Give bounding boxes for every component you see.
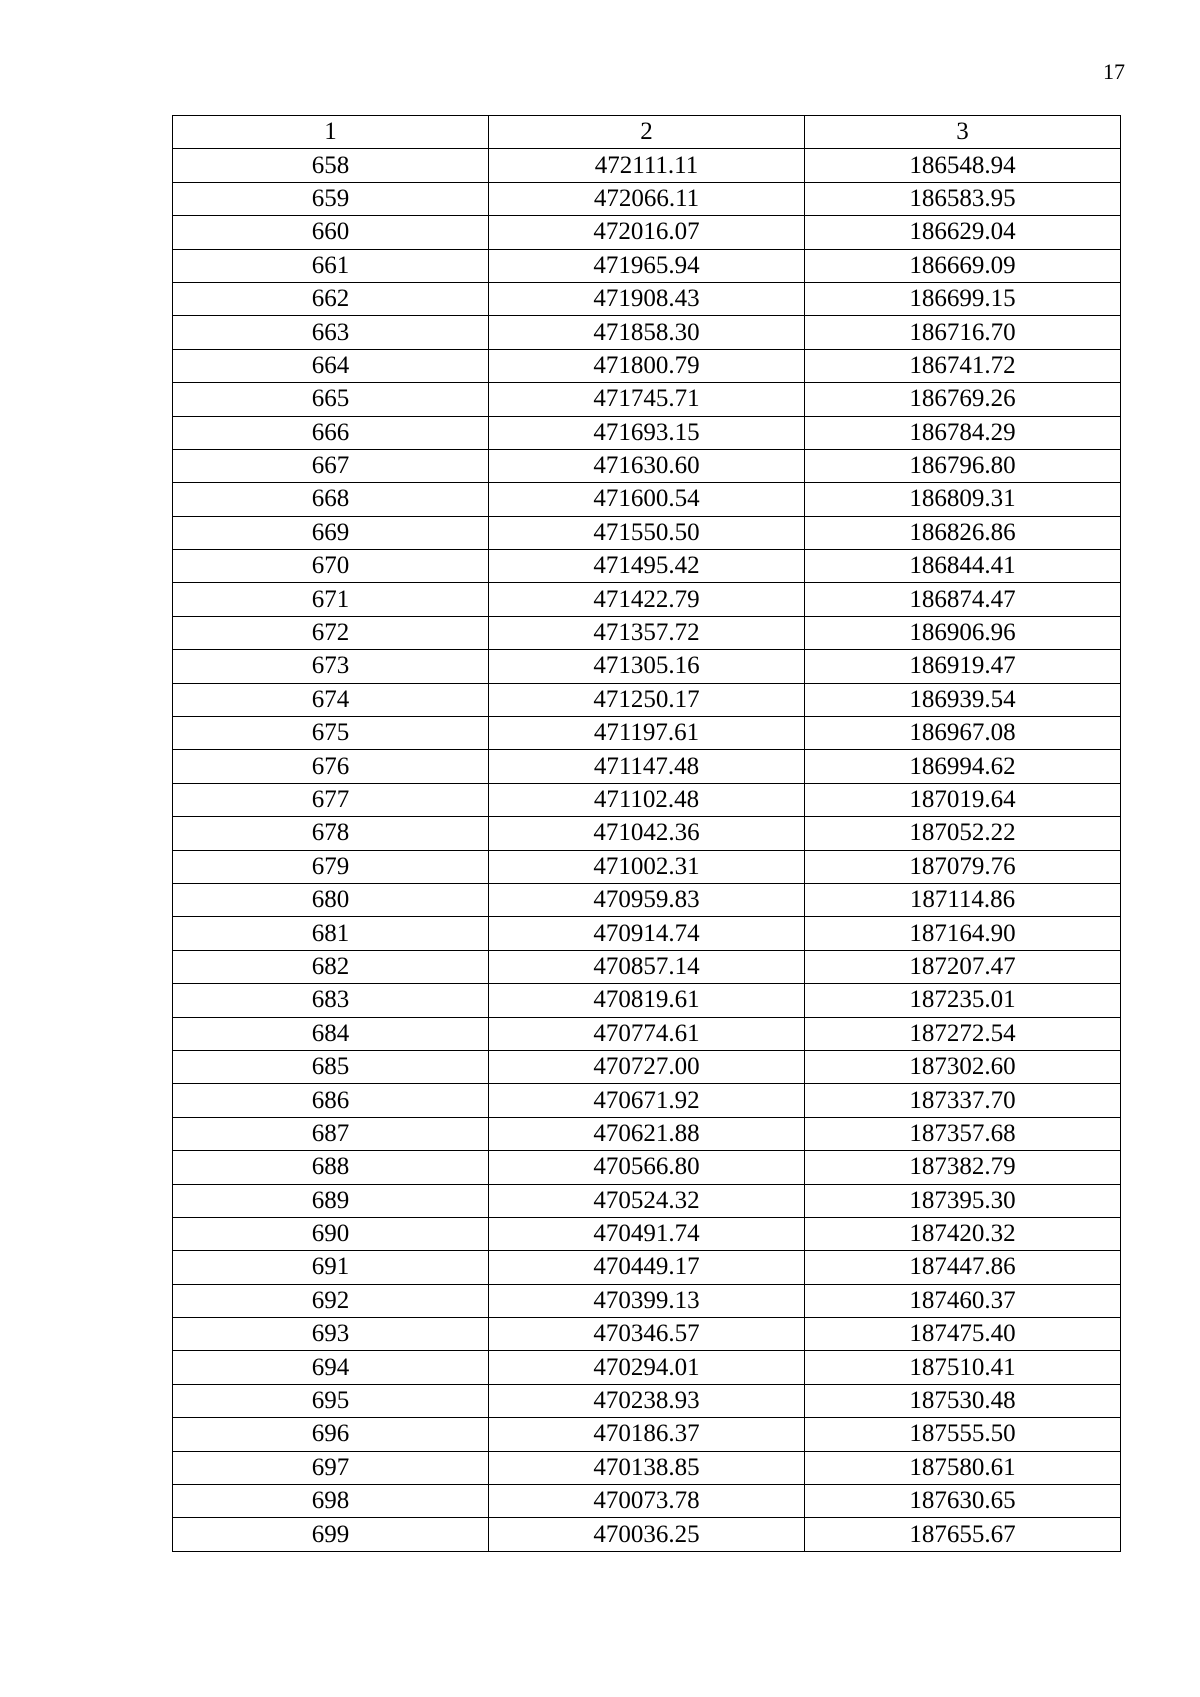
table-cell-col-3: 186809.31: [805, 483, 1121, 516]
table-cell-col-1: 678: [173, 817, 489, 850]
table-cell-col-2: 472016.07: [489, 216, 805, 249]
table-cell-col-2: 470294.01: [489, 1351, 805, 1384]
table-cell-col-3: 187052.22: [805, 817, 1121, 850]
table-cell-col-2: 471042.36: [489, 817, 805, 850]
table-cell-col-3: 187395.30: [805, 1184, 1121, 1217]
table-cell-col-1: 692: [173, 1284, 489, 1317]
table-row: [173, 1451, 1121, 1484]
table-cell-col-1: 698: [173, 1485, 489, 1518]
table-row: [173, 216, 1121, 249]
table-cell-col-3: 187337.70: [805, 1084, 1121, 1117]
table-cell-col-2: 472111.11: [489, 149, 805, 182]
table-row: [173, 1485, 1121, 1518]
table-row: [173, 883, 1121, 916]
table-row: [173, 383, 1121, 416]
table-cell-col-3: 186994.62: [805, 750, 1121, 783]
table-row: [173, 1217, 1121, 1250]
table-cell-col-1: 693: [173, 1318, 489, 1351]
table-cell-col-2: 471800.79: [489, 349, 805, 382]
table-cell-col-3: 186716.70: [805, 316, 1121, 349]
table-cell-col-1: 694: [173, 1351, 489, 1384]
table-cell-col-3: 187580.61: [805, 1451, 1121, 1484]
table-cell-col-2: 471305.16: [489, 650, 805, 683]
table-cell-col-3: 186629.04: [805, 216, 1121, 249]
table-row: [173, 950, 1121, 983]
table-row: [173, 1017, 1121, 1050]
table-cell-col-3: 187019.64: [805, 783, 1121, 816]
table-cell-col-1: 677: [173, 783, 489, 816]
table-row: [173, 449, 1121, 482]
table-cell-col-3: 187530.48: [805, 1384, 1121, 1417]
table-cell-col-1: 660: [173, 216, 489, 249]
table-cell-col-2: 470524.32: [489, 1184, 805, 1217]
table-cell-col-3: 186906.96: [805, 616, 1121, 649]
table-cell-col-3: 187555.50: [805, 1418, 1121, 1451]
table-cell-col-2: 471908.43: [489, 282, 805, 315]
table-cell-col-3: 186844.41: [805, 550, 1121, 583]
table-cell-col-1: 671: [173, 583, 489, 616]
table-row: [173, 349, 1121, 382]
table-cell-col-2: 470491.74: [489, 1217, 805, 1250]
table-row: [173, 416, 1121, 449]
table-cell-col-1: 658: [173, 149, 489, 182]
table-cell-col-3: 186796.80: [805, 449, 1121, 482]
table-cell-col-2: 471250.17: [489, 683, 805, 716]
table-cell-col-1: 662: [173, 282, 489, 315]
table-cell-col-1: 672: [173, 616, 489, 649]
table-cell-col-1: 685: [173, 1050, 489, 1083]
table-cell-col-3: 187235.01: [805, 984, 1121, 1017]
table-row: [173, 1351, 1121, 1384]
table-cell-col-3: 186919.47: [805, 650, 1121, 683]
table-cell-col-1: 665: [173, 383, 489, 416]
table-cell-col-3: 187630.65: [805, 1485, 1121, 1518]
table-cell-col-3: 187164.90: [805, 917, 1121, 950]
table-cell-col-3: 186699.15: [805, 282, 1121, 315]
table-cell-col-2: 470727.00: [489, 1050, 805, 1083]
table-cell-col-2: 470346.57: [489, 1318, 805, 1351]
table-row: [173, 616, 1121, 649]
table-row: [173, 583, 1121, 616]
table-cell-col-2: 470399.13: [489, 1284, 805, 1317]
table-cell-col-3: 187420.32: [805, 1217, 1121, 1250]
table-cell-col-3: 187655.67: [805, 1518, 1121, 1551]
table-cell-col-3: 187079.76: [805, 850, 1121, 883]
table-row: [173, 249, 1121, 282]
table-cell-col-1: 687: [173, 1117, 489, 1150]
table-row: [173, 1518, 1121, 1551]
table-row: [173, 750, 1121, 783]
table-cell-col-3: 186583.95: [805, 182, 1121, 215]
table-cell-col-1: 697: [173, 1451, 489, 1484]
table-cell-col-2: 471858.30: [489, 316, 805, 349]
table-cell-col-2: 471422.79: [489, 583, 805, 616]
table-row: [173, 516, 1121, 549]
table-cell-col-1: 663: [173, 316, 489, 349]
table-row: [173, 783, 1121, 816]
table-cell-col-3: 187357.68: [805, 1117, 1121, 1150]
table-cell-col-1: 670: [173, 550, 489, 583]
table-cell-col-3: 186548.94: [805, 149, 1121, 182]
table-row: [173, 1184, 1121, 1217]
table-cell-col-2: 471002.31: [489, 850, 805, 883]
table-cell-col-2: 470857.14: [489, 950, 805, 983]
table-cell-col-3: 187382.79: [805, 1151, 1121, 1184]
table-cell-col-3: 186826.86: [805, 516, 1121, 549]
table-cell-col-3: 187475.40: [805, 1318, 1121, 1351]
table-row: [173, 1384, 1121, 1417]
table-row: [173, 1084, 1121, 1117]
table-cell-col-3: 186784.29: [805, 416, 1121, 449]
table-cell-col-2: 471495.42: [489, 550, 805, 583]
table-cell-col-1: 668: [173, 483, 489, 516]
table-row: [173, 817, 1121, 850]
table-row: [173, 149, 1121, 182]
table-body: [173, 149, 1121, 1551]
coordinates-table: [172, 115, 1121, 1552]
table-cell-col-1: 669: [173, 516, 489, 549]
table-cell-col-2: 470621.88: [489, 1117, 805, 1150]
table-cell-col-1: 676: [173, 750, 489, 783]
table-cell-col-3: 187460.37: [805, 1284, 1121, 1317]
table-row: [173, 683, 1121, 716]
table-cell-col-1: 683: [173, 984, 489, 1017]
table-row: [173, 1284, 1121, 1317]
table-cell-col-1: 696: [173, 1418, 489, 1451]
table-cell-col-2: 471965.94: [489, 249, 805, 282]
table-cell-col-2: 470073.78: [489, 1485, 805, 1518]
table-cell-col-1: 680: [173, 883, 489, 916]
table-cell-col-1: 682: [173, 950, 489, 983]
table-cell-col-2: 470186.37: [489, 1418, 805, 1451]
table-cell-col-2: 470671.92: [489, 1084, 805, 1117]
table-row: [173, 1050, 1121, 1083]
table-cell-col-1: 667: [173, 449, 489, 482]
table-cell-col-1: 695: [173, 1384, 489, 1417]
table-row: [173, 1418, 1121, 1451]
table-cell-col-3: 186874.47: [805, 583, 1121, 616]
table-cell-col-2: 471197.61: [489, 717, 805, 750]
column-header-3: 3: [805, 116, 1121, 149]
table-cell-col-2: 471630.60: [489, 449, 805, 482]
table-cell-col-2: 471147.48: [489, 750, 805, 783]
table-row: [173, 1151, 1121, 1184]
table-cell-col-3: 187114.86: [805, 883, 1121, 916]
table-row: [173, 984, 1121, 1017]
table-cell-col-3: 187207.47: [805, 950, 1121, 983]
table-row: [173, 182, 1121, 215]
table-row: [173, 316, 1121, 349]
table-cell-col-2: 471600.54: [489, 483, 805, 516]
table-cell-col-3: 186669.09: [805, 249, 1121, 282]
table-row: [173, 917, 1121, 950]
table-cell-col-3: 186967.08: [805, 717, 1121, 750]
table-header-row: [173, 116, 1121, 149]
table-cell-col-1: 661: [173, 249, 489, 282]
table-row: [173, 717, 1121, 750]
table-row: [173, 1318, 1121, 1351]
table-row: [173, 850, 1121, 883]
page-number: 17: [1103, 59, 1125, 84]
table-cell-col-1: 673: [173, 650, 489, 683]
table-cell-col-2: 471550.50: [489, 516, 805, 549]
table-cell-col-2: 471745.71: [489, 383, 805, 416]
table-cell-col-2: 471357.72: [489, 616, 805, 649]
table-row: [173, 650, 1121, 683]
table-cell-col-1: 691: [173, 1251, 489, 1284]
table-row: [173, 1251, 1121, 1284]
table-cell-col-2: 471102.48: [489, 783, 805, 816]
table-row: [173, 483, 1121, 516]
table-cell-col-2: 470036.25: [489, 1518, 805, 1551]
table-cell-col-2: 471693.15: [489, 416, 805, 449]
table-cell-col-2: 470959.83: [489, 883, 805, 916]
table-cell-col-3: 186939.54: [805, 683, 1121, 716]
table-cell-col-3: 186741.72: [805, 349, 1121, 382]
column-header-1: 1: [173, 116, 489, 149]
table-cell-col-1: 690: [173, 1217, 489, 1250]
table-cell-col-3: 187272.54: [805, 1017, 1121, 1050]
table-cell-col-1: 699: [173, 1518, 489, 1551]
table-cell-col-1: 684: [173, 1017, 489, 1050]
table-cell-col-1: 659: [173, 182, 489, 215]
table-cell-col-2: 472066.11: [489, 182, 805, 215]
table-cell-col-1: 674: [173, 683, 489, 716]
table-cell-col-2: 470566.80: [489, 1151, 805, 1184]
table-cell-col-1: 679: [173, 850, 489, 883]
table-cell-col-1: 666: [173, 416, 489, 449]
table-cell-col-3: 187510.41: [805, 1351, 1121, 1384]
table-cell-col-1: 688: [173, 1151, 489, 1184]
table-cell-col-2: 470914.74: [489, 917, 805, 950]
table-row: [173, 282, 1121, 315]
table-cell-col-3: 187302.60: [805, 1050, 1121, 1083]
table-row: [173, 1117, 1121, 1150]
table-cell-col-2: 470819.61: [489, 984, 805, 1017]
table-cell-col-2: 470238.93: [489, 1384, 805, 1417]
table-cell-col-1: 664: [173, 349, 489, 382]
table-cell-col-2: 470449.17: [489, 1251, 805, 1284]
table-cell-col-3: 186769.26: [805, 383, 1121, 416]
table-cell-col-1: 681: [173, 917, 489, 950]
table-row: [173, 550, 1121, 583]
table-cell-col-1: 675: [173, 717, 489, 750]
table-cell-col-2: 470774.61: [489, 1017, 805, 1050]
table-cell-col-1: 686: [173, 1084, 489, 1117]
column-header-2: 2: [489, 116, 805, 149]
table-cell-col-3: 187447.86: [805, 1251, 1121, 1284]
table-cell-col-2: 470138.85: [489, 1451, 805, 1484]
table-cell-col-1: 689: [173, 1184, 489, 1217]
